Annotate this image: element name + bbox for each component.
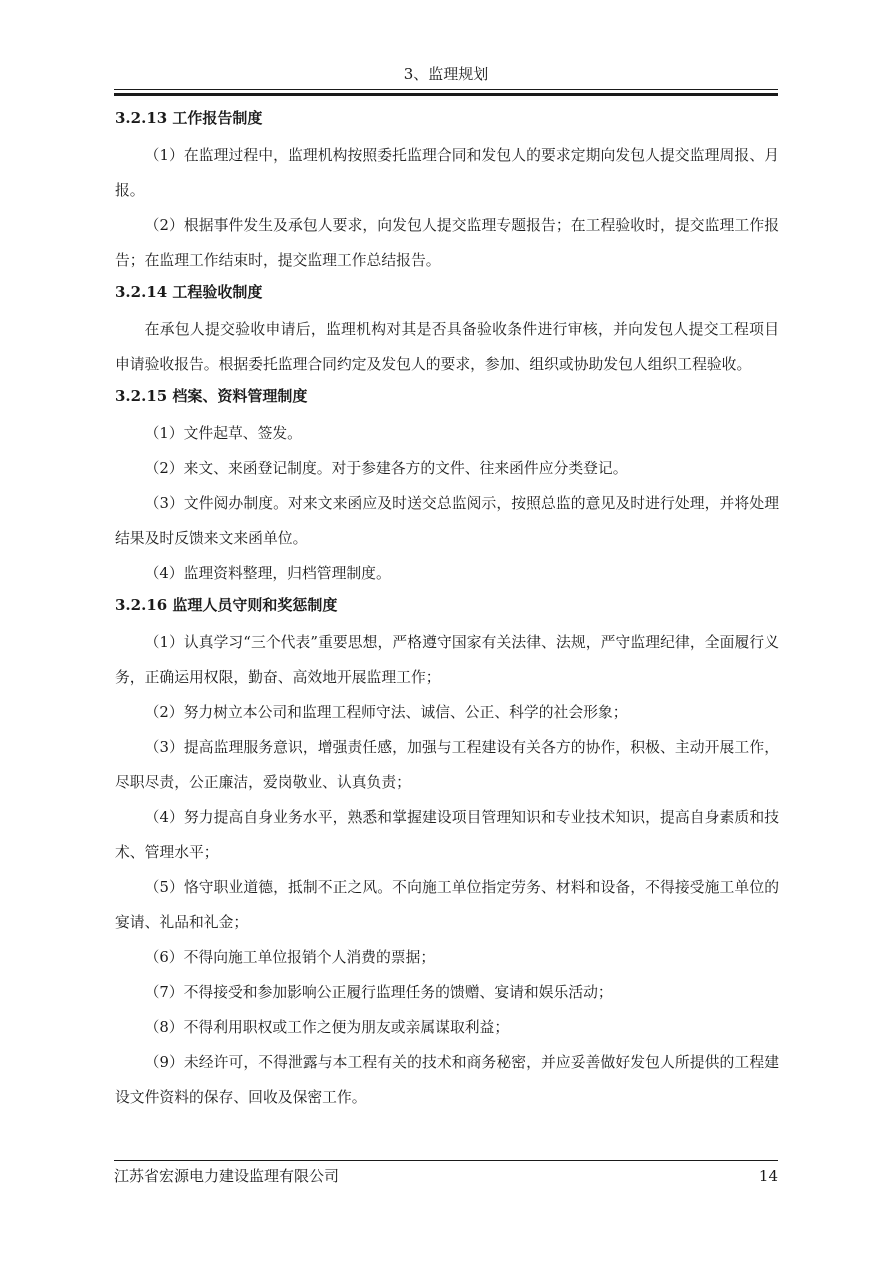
paragraph: （7）不得接受和参加影响公正履行监理任务的馈赠、宴请和娱乐活动； xyxy=(144,984,613,1001)
paragraph: （1）认真学习“三个代表”重要思想，严格遵守国家有关法律、法规，严守监理纪律，全面履行义务，正确运用权限，勤奋、高效地开展监理工作； xyxy=(115,634,779,686)
footer-company-name: 江苏省宏源电力建设监理有限公司 xyxy=(114,1167,340,1185)
paragraph: （4）努力提高自身业务水平，熟悉和掌握建设项目管理知识和专业技术知识，提高自身素质和技术、管理水平； xyxy=(115,809,779,861)
paragraph: （1）文件起草、签发。 xyxy=(144,425,302,442)
paragraph: （9）未经许可，不得泄露与本工程有关的技术和商务秘密，并应妥善做好发包人所提供的工程建设文件资料的保存、回收及保密工作。 xyxy=(115,1054,779,1106)
section-heading-3-2-16: 3.2.16 监理人员守则和奖惩制度 xyxy=(115,596,338,614)
section-heading-3-2-15: 3.2.15 档案、资料管理制度 xyxy=(115,387,308,405)
header-rule-thick xyxy=(114,93,778,96)
footer-rule xyxy=(114,1160,778,1161)
page-footer xyxy=(114,1166,778,1186)
paragraph: （3）提高监理服务意识，增强责任感，加强与工程建设有关各方的协作，积极、主动开展工作，尽职尽责，公正廉洁，爱岗敬业、认真负责； xyxy=(115,739,779,791)
paragraph: （8）不得利用职权或工作之便为朋友或亲属谋取利益； xyxy=(144,1019,510,1036)
paragraph: （2）努力树立本公司和监理工程师守法、诚信、公正、科学的社会形象； xyxy=(144,704,628,721)
section-heading-3-2-14: 3.2.14 工程验收制度 xyxy=(115,283,263,301)
paragraph: （2）来文、来函登记制度。对于参建各方的文件、往来函件应分类登记。 xyxy=(144,460,628,477)
document-body xyxy=(115,104,779,1115)
paragraph: （5）恪守职业道德，抵制不正之风。不向施工单位指定劳务、材料和设备，不得接受施工单位的宴请、礼品和礼金； xyxy=(115,879,779,931)
header-rule-thin xyxy=(114,89,778,90)
paragraph: （6）不得向施工单位报销个人消费的票据； xyxy=(144,949,436,966)
page-header-title: 3、监理规划 xyxy=(403,65,489,83)
page-number: 14 xyxy=(758,1167,778,1185)
paragraph: （4）监理资料整理，归档管理制度。 xyxy=(144,565,391,582)
paragraph: 在承包人提交验收申请后，监理机构对其是否具备验收条件进行审核，并向发包人提交工程项目申请验收报告。根据委托监理合同约定及发包人的要求，参加、组织或协助发包人组织工程验收。 xyxy=(115,321,779,373)
section-heading-3-2-13: 3.2.13 工作报告制度 xyxy=(115,109,263,127)
paragraph: （3）文件阅办制度。对来文来函应及时送交总监阅示，按照总监的意见及时进行处理，并将处理结果及时反馈来文来函单位。 xyxy=(115,495,779,547)
paragraph: （2）根据事件发生及承包人要求，向发包人提交监理专题报告；在工程验收时，提交监理工作报告；在监理工作结束时，提交监理工作总结报告。 xyxy=(115,217,779,269)
paragraph: （1）在监理过程中，监理机构按照委托监理合同和发包人的要求定期向发包人提交监理周报、月报。 xyxy=(115,147,779,199)
